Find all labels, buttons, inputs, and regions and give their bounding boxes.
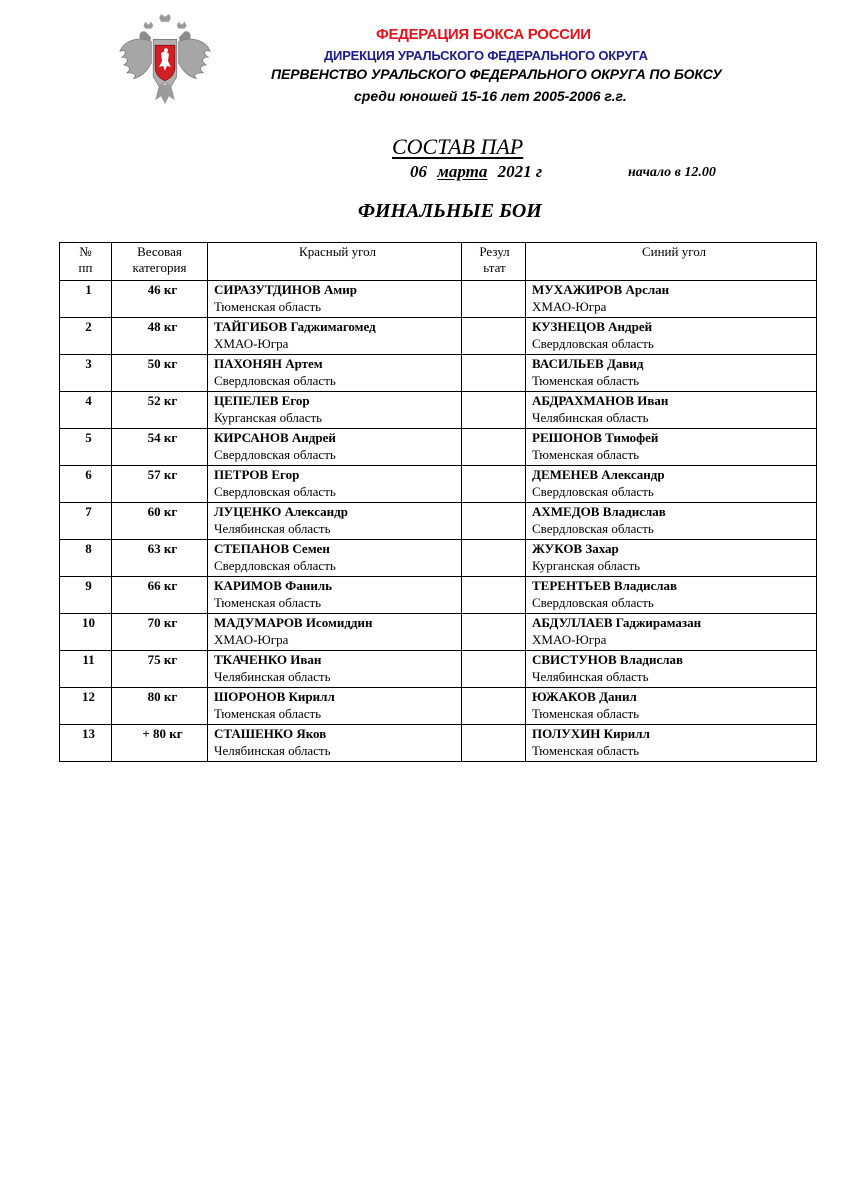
bout-number: 8: [60, 540, 112, 577]
red-boxer-name: ПАХОНЯН Артем: [214, 356, 323, 371]
table-row: [60, 577, 817, 614]
blue-boxer-region: Челябинская область: [532, 669, 649, 684]
table-row: [60, 429, 817, 466]
blue-corner-cell: [526, 503, 817, 540]
red-boxer-name: СТЕПАНОВ Семен: [214, 541, 330, 556]
blue-boxer-name: СВИСТУНОВ Владислав: [532, 652, 684, 667]
blue-boxer-region: Тюменская область: [532, 743, 640, 758]
blue-boxer-region: Тюменская область: [532, 706, 640, 721]
event-date: [410, 162, 542, 182]
blue-boxer-name: ЮЖАКОВ Данил: [532, 689, 637, 704]
weight-category: 70 кг: [112, 614, 208, 651]
table-row: [60, 614, 817, 651]
red-boxer-region: Тюменская область: [214, 595, 322, 610]
table-row: [60, 355, 817, 392]
red-corner-cell: [208, 577, 462, 614]
header-red-corner: Красный угол: [208, 243, 462, 281]
result-cell: [462, 392, 526, 429]
blue-boxer-region: Свердловская область: [532, 336, 654, 351]
age-group: среди юношей 15-16 лет 2005-2006 г.г.: [354, 88, 627, 104]
red-corner-cell: [208, 281, 462, 318]
blue-boxer-name: АБДУЛЛАЕВ Гаджирамазан: [532, 615, 702, 630]
blue-corner-cell: [526, 466, 817, 503]
red-boxer-name: ШОРОНОВ Кирилл: [214, 689, 335, 704]
blue-corner-cell: [526, 651, 817, 688]
bouts-table: [59, 242, 817, 762]
table-row: [60, 392, 817, 429]
red-boxer-name: СТАШЕНКО Яков: [214, 726, 327, 741]
blue-boxer-region: Тюменская область: [532, 447, 640, 462]
red-corner-cell: [208, 688, 462, 725]
result-cell: [462, 318, 526, 355]
red-corner-cell: [208, 540, 462, 577]
weight-category: 57 кг: [112, 466, 208, 503]
directorate-name: ДИРЕКЦИЯ УРАЛЬСКОГО ФЕДЕРАЛЬНОГО ОКРУГА: [324, 48, 648, 63]
blue-boxer-name: ЖУКОВ Захар: [532, 541, 619, 556]
result-cell: [462, 614, 526, 651]
bout-number: 2: [60, 318, 112, 355]
blue-boxer-region: Свердловская область: [532, 595, 654, 610]
red-boxer-region: Свердловская область: [214, 373, 336, 388]
blue-boxer-name: ДЕМЕНЕВ Александр: [532, 467, 665, 482]
blue-corner-cell: [526, 688, 817, 725]
stage-title: ФИНАЛЬНЫЕ БОИ: [358, 200, 542, 222]
date-year: 2021 г: [497, 162, 543, 181]
weight-category: 66 кг: [112, 577, 208, 614]
weight-category: 80 кг: [112, 688, 208, 725]
result-cell: [462, 503, 526, 540]
weight-category: 48 кг: [112, 318, 208, 355]
bout-number: 11: [60, 651, 112, 688]
bout-number: 9: [60, 577, 112, 614]
blue-boxer-region: Свердловская область: [532, 484, 654, 499]
blue-corner-cell: [526, 429, 817, 466]
red-corner-cell: [208, 725, 462, 762]
red-boxer-name: ТАЙГИБОВ Гаджимагомед: [214, 319, 376, 334]
blue-boxer-region: Челябинская область: [532, 410, 649, 425]
blue-boxer-name: ПОЛУХИН Кирилл: [532, 726, 650, 741]
bout-number: 10: [60, 614, 112, 651]
blue-boxer-name: ВАСИЛЬЕВ Давид: [532, 356, 644, 371]
bout-number: 13: [60, 725, 112, 762]
russian-eagle-emblem-icon: [116, 12, 214, 110]
blue-corner-cell: [526, 392, 817, 429]
bout-number: 4: [60, 392, 112, 429]
blue-boxer-name: МУХАЖИРОВ Арслан: [532, 282, 670, 297]
result-cell: [462, 651, 526, 688]
red-boxer-region: Тюменская область: [214, 706, 322, 721]
table-row: [60, 688, 817, 725]
red-boxer-region: Курганская область: [214, 410, 323, 425]
red-corner-cell: [208, 429, 462, 466]
weight-category: 54 кг: [112, 429, 208, 466]
weight-category: 75 кг: [112, 651, 208, 688]
championship-title: ПЕРВЕНСТВО УРАЛЬСКОГО ФЕДЕРАЛЬНОГО ОКРУГА ПО БОКСУ: [271, 66, 722, 82]
table-header-row: [60, 243, 817, 281]
weight-category: 46 кг: [112, 281, 208, 318]
blue-corner-cell: [526, 614, 817, 651]
blue-corner-cell: [526, 540, 817, 577]
weight-category: 63 кг: [112, 540, 208, 577]
table-row: [60, 725, 817, 762]
result-cell: [462, 429, 526, 466]
header-blue-corner: Синий угол: [526, 243, 817, 281]
red-corner-cell: [208, 392, 462, 429]
red-boxer-name: СИРАЗУТДИНОВ Амир: [214, 282, 357, 297]
blue-boxer-name: КУЗНЕЦОВ Андрей: [532, 319, 653, 334]
red-boxer-name: ЦЕПЕЛЕВ Егор: [214, 393, 310, 408]
blue-corner-cell: [526, 725, 817, 762]
bout-number: 7: [60, 503, 112, 540]
table-row: [60, 318, 817, 355]
red-boxer-name: КИРСАНОВ Андрей: [214, 430, 336, 445]
blue-boxer-name: АХМЕДОВ Владислав: [532, 504, 666, 519]
start-time: начало в 12.00: [628, 165, 716, 180]
header-weight: Весовая категория: [112, 243, 208, 281]
header-num: № пп: [60, 243, 112, 281]
blue-corner-cell: [526, 281, 817, 318]
red-boxer-region: Челябинская область: [214, 521, 331, 536]
blue-corner-cell: [526, 577, 817, 614]
red-boxer-region: Челябинская область: [214, 743, 331, 758]
result-cell: [462, 725, 526, 762]
red-corner-cell: [208, 651, 462, 688]
result-cell: [462, 688, 526, 725]
bout-number: 3: [60, 355, 112, 392]
red-boxer-name: ЛУЦЕНКО Александр: [214, 504, 348, 519]
blue-boxer-region: ХМАО-Югра: [532, 632, 607, 647]
red-boxer-region: Челябинская область: [214, 669, 331, 684]
bout-number: 1: [60, 281, 112, 318]
blue-boxer-name: АБДРАХМАНОВ Иван: [532, 393, 669, 408]
result-cell: [462, 540, 526, 577]
red-corner-cell: [208, 318, 462, 355]
blue-corner-cell: [526, 318, 817, 355]
bout-number: 6: [60, 466, 112, 503]
federation-name: ФЕДЕРАЦИЯ БОКСА РОССИИ: [376, 26, 591, 43]
red-boxer-region: Тюменская область: [214, 299, 322, 314]
bout-number: 12: [60, 688, 112, 725]
red-corner-cell: [208, 503, 462, 540]
weight-category: 52 кг: [112, 392, 208, 429]
table-row: [60, 503, 817, 540]
table-row: [60, 281, 817, 318]
blue-boxer-name: ТЕРЕНТЬЕВ Владислав: [532, 578, 678, 593]
table-row: [60, 466, 817, 503]
blue-corner-cell: [526, 355, 817, 392]
blue-boxer-region: Свердловская область: [532, 521, 654, 536]
document-title: СОСТАВ ПАР: [392, 134, 524, 159]
red-boxer-name: ПЕТРОВ Егор: [214, 467, 300, 482]
result-cell: [462, 577, 526, 614]
red-corner-cell: [208, 614, 462, 651]
red-corner-cell: [208, 355, 462, 392]
weight-category: 60 кг: [112, 503, 208, 540]
red-boxer-region: ХМАО-Югра: [214, 632, 289, 647]
table-row: [60, 540, 817, 577]
result-cell: [462, 466, 526, 503]
red-corner-cell: [208, 466, 462, 503]
result-cell: [462, 281, 526, 318]
red-boxer-region: Свердловская область: [214, 484, 336, 499]
date-month: марта: [437, 162, 488, 181]
red-boxer-region: Свердловская область: [214, 558, 336, 573]
red-boxer-name: КАРИМОВ Фаниль: [214, 578, 332, 593]
date-day: 06: [410, 162, 427, 181]
result-cell: [462, 355, 526, 392]
red-boxer-name: ТКАЧЕНКО Иван: [214, 652, 322, 667]
header-result: Резул ьтат: [462, 243, 526, 281]
red-boxer-region: ХМАО-Югра: [214, 336, 289, 351]
blue-boxer-name: РЕШОНОВ Тимофей: [532, 430, 659, 445]
table-row: [60, 651, 817, 688]
weight-category: 50 кг: [112, 355, 208, 392]
blue-boxer-region: Курганская область: [532, 558, 641, 573]
red-boxer-name: МАДУМАРОВ Исомиддин: [214, 615, 373, 630]
blue-boxer-region: ХМАО-Югра: [532, 299, 607, 314]
weight-category: + 80 кг: [112, 725, 208, 762]
bout-number: 5: [60, 429, 112, 466]
red-boxer-region: Свердловская область: [214, 447, 336, 462]
blue-boxer-region: Тюменская область: [532, 373, 640, 388]
